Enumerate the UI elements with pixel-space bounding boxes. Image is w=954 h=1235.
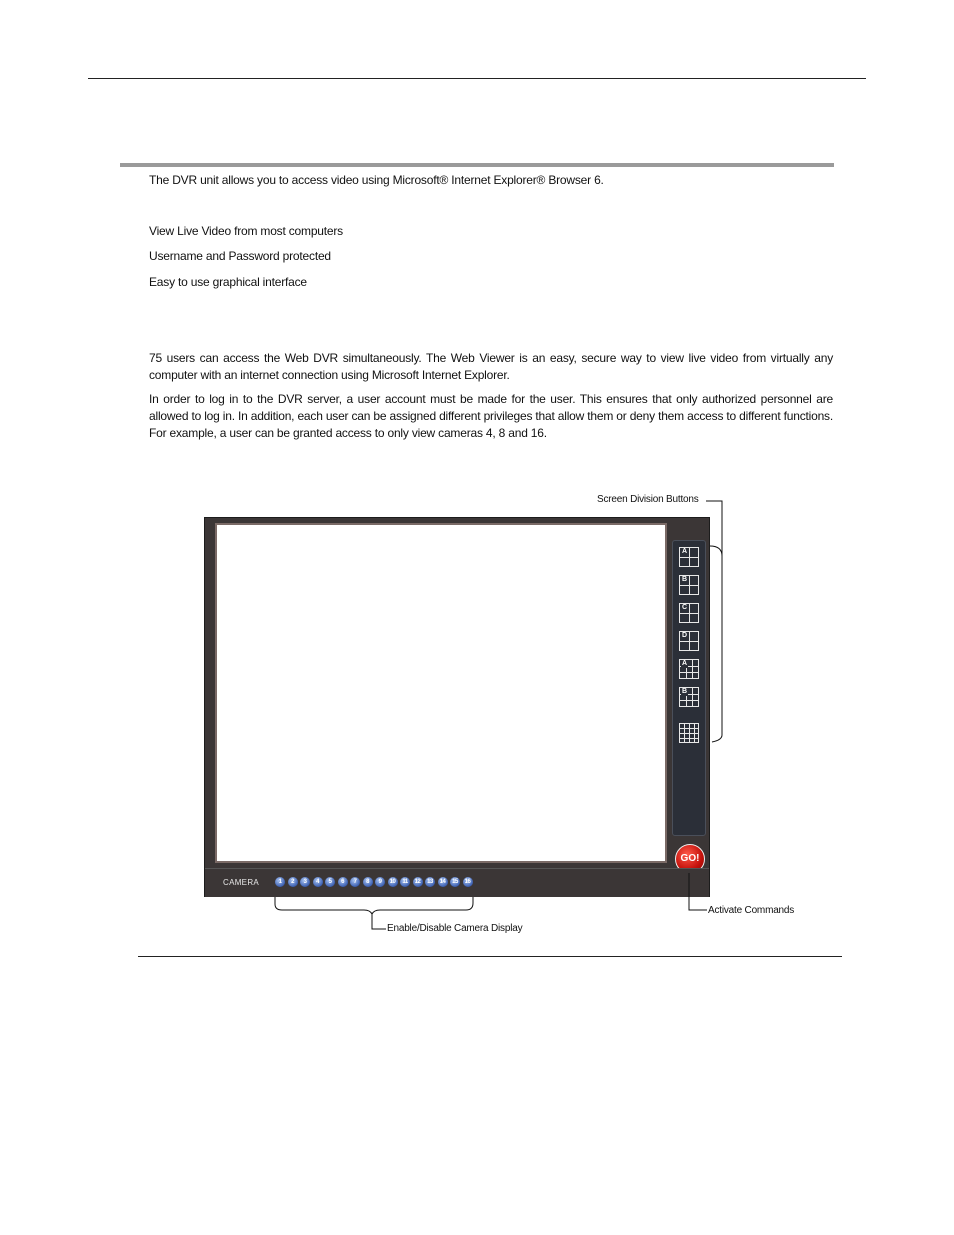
camera-9-button[interactable]: 9	[375, 877, 385, 887]
camera-5-button[interactable]: 5	[325, 877, 335, 887]
division-nine-a-button[interactable]: A	[679, 659, 699, 679]
paragraph-login: In order to log in to the DVR server, a user account must be made for the user. This ensures that only authorized personnel are allowed to log in. In addition, each user can be assigned different privileges that allow them or deny them access to different functions. For example, a user can be granted access to only view cameras 4, 8 and 16.	[149, 392, 833, 440]
camera-2-button[interactable]: 2	[288, 877, 298, 887]
division-quad-a-button[interactable]: A	[679, 547, 699, 567]
footer-rule	[138, 956, 842, 957]
camera-display-callout: Enable/Disable Camera Display	[387, 923, 523, 934]
division-quad-c-button[interactable]: C	[679, 603, 699, 623]
feature-item: Easy to use graphical interface	[149, 275, 307, 289]
camera-8-button[interactable]: 8	[363, 877, 373, 887]
camera-6-button[interactable]: 6	[338, 877, 348, 887]
paragraph-users: 75 users can access the Web DVR simultaneously. The Web Viewer is an easy, secure way to view live video from virtually any computer with an internet connection using Microsoft Internet Explorer.	[149, 351, 833, 382]
camera-4-button[interactable]: 4	[313, 877, 323, 887]
camera-14-button[interactable]: 14	[438, 877, 448, 887]
camera-3-button[interactable]: 3	[300, 877, 310, 887]
go-button[interactable]: GO!	[675, 844, 705, 874]
division-quad-b-button[interactable]: B	[679, 575, 699, 595]
feature-item: View Live Video from most computers	[149, 224, 343, 238]
camera-11-button[interactable]: 11	[400, 877, 410, 887]
camera-16-button[interactable]: 16	[463, 877, 473, 887]
camera-1-button[interactable]: 1	[275, 877, 285, 887]
intro-text: The DVR unit allows you to access video using Microsoft® Internet Explorer® Browser 6.	[149, 173, 604, 187]
camera-10-button[interactable]: 10	[388, 877, 398, 887]
camera-label: CAMERA	[223, 878, 260, 887]
activate-commands-callout: Activate Commands	[708, 905, 795, 916]
camera-7-button[interactable]: 7	[350, 877, 360, 887]
division-quad-d-button[interactable]: D	[679, 631, 699, 651]
camera-13-button[interactable]: 13	[425, 877, 435, 887]
feature-item: Username and Password protected	[149, 249, 331, 263]
division-nine-b-button[interactable]: B	[679, 687, 699, 707]
screen-division-callout: Screen Division Buttons	[597, 494, 699, 505]
camera-15-button[interactable]: 15	[450, 877, 460, 887]
camera-12-button[interactable]: 12	[413, 877, 423, 887]
